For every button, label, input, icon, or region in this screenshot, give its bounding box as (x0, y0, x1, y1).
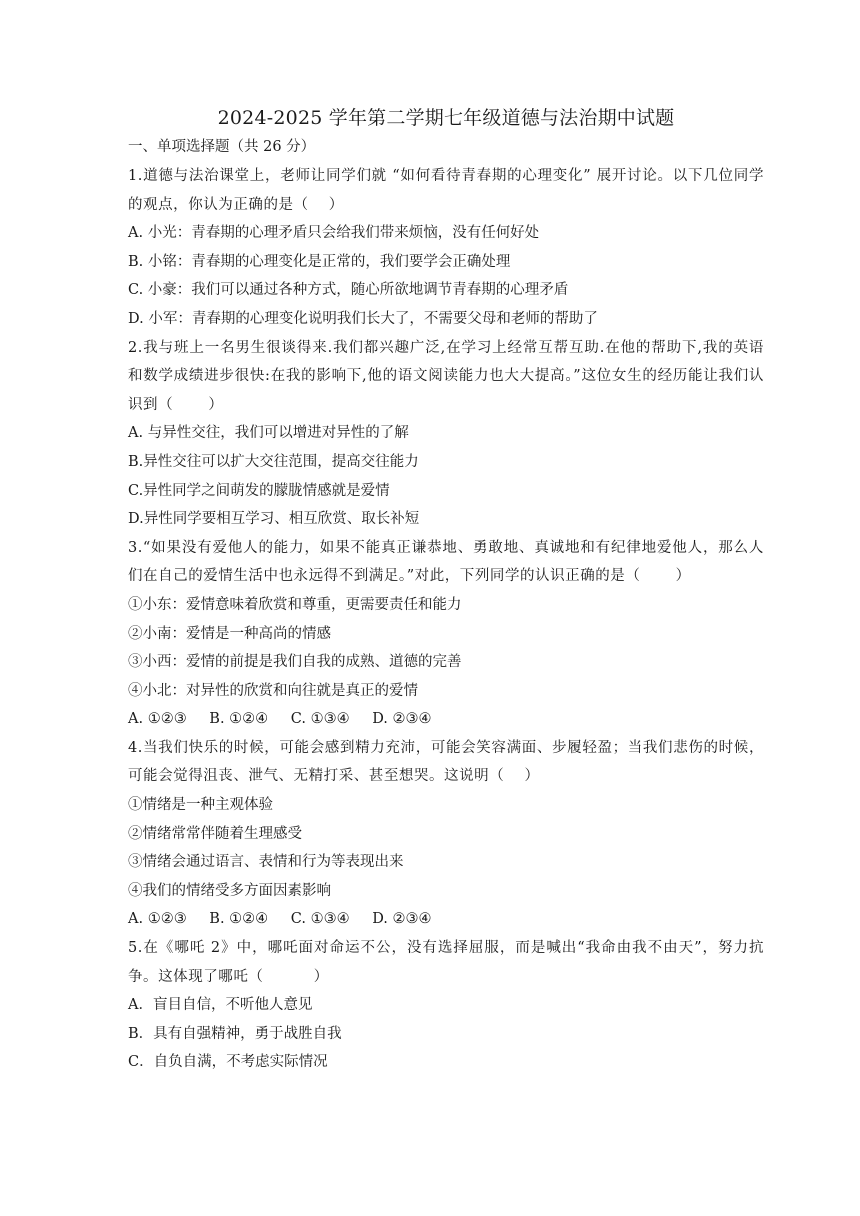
statement-1: ①小东：爱情意味着欣赏和尊重，更需要责任和能力 (128, 596, 462, 613)
option-a: A. 小光：青春期的心理矛盾只会给我们带来烦恼，没有任何好处 (128, 225, 540, 242)
statement-4: ④我们的情绪受多方面因素影响 (128, 882, 331, 899)
question-stem: 5.在《哪吒 2》中，哪吒面对命运不公，没有选择屈服，而是喊出“我命由我不由天”，努力抗争。这体现了哪吒（ ） (128, 940, 764, 985)
option-c: C. 小豪：我们可以通过各种方式，随心所欲地调节青春期的心理矛盾 (128, 282, 569, 299)
question-5 (128, 934, 764, 1077)
option-d: D. 小军：青春期的心理变化说明我们长大了，不需要父母和老师的帮助了 (128, 310, 598, 327)
option-a: A. 与异性交往，我们可以增进对异性的了解 (128, 425, 409, 442)
question-stem: 3.“如果没有爱他人的能力，如果不能真正谦恭地、勇敢地、真诚地和有纪律地爱他人，那么人们在自己的爱情生活中也永远得不到满足。”对此，下列同学的认识正确的是（ ） (128, 539, 764, 585)
choice-d: D. ②③④ (372, 911, 432, 928)
choice-d: D. ②③④ (372, 711, 432, 728)
question-2 (128, 334, 764, 534)
choice-a: A. ①②③ (128, 911, 187, 928)
question-stem: 1.道德与法治课堂上，老师让同学们就 “如何看待青春期的心理变化” 展开讨论。以下几位同学的观点，你认为正确的是（ ） (128, 168, 764, 213)
question-4 (128, 734, 764, 934)
option-b: B. 小铭：青春期的心理变化是正常的，我们要学会正确处理 (128, 253, 511, 270)
choice-row (128, 905, 764, 934)
option-c: C.异性同学之间萌发的朦胧情感就是爱情 (128, 482, 390, 499)
statement-3: ③小西：爱情的前提是我们自我的成熟、道德的完善 (128, 654, 462, 671)
statement-4: ④小北：对异性的欣赏和向往就是真正的爱情 (128, 682, 418, 699)
exam-title: 2024-2025 学年第二学期七年级道德与法治期中试题 (217, 107, 675, 129)
option-c: C．自负自满，不考虑实际情况 (128, 1054, 328, 1071)
question-stem: 4.当我们快乐的时候，可能会感到精力充沛，可能会笑容满面、步履轻盈；当我们悲伤的时候，可能会觉得沮丧、泄气、无精打采、甚至想哭。这说明（ ） (128, 739, 764, 785)
choice-c: C. ①③④ (290, 711, 350, 728)
choice-row (128, 705, 764, 734)
question-stem: 2.我与班上一名男生很谈得来.我们都兴趣广泛,在学习上经常互帮互助.在他的帮助下,我的英语和数学成绩进步很快:在我的影响下,他的语文阅读能力也大大提高。”这位女生的经历能让我们认识到（ ） (128, 339, 764, 413)
statement-1: ①情绪是一种主观体验 (128, 797, 273, 814)
question-1 (128, 162, 764, 334)
section-heading: 一、单项选择题（共 26 分） (128, 139, 316, 155)
option-b: B．具有自强精神，勇于战胜自我 (128, 1025, 342, 1042)
statement-3: ③情绪会通过语言、表情和行为等表现出来 (128, 854, 404, 871)
statement-2: ②情绪常常伴随着生理感受 (128, 825, 302, 842)
option-b: B.异性交往可以扩大交往范围，提高交往能力 (128, 453, 419, 470)
statement-2: ②小南：爱情是一种高尚的情感 (128, 625, 331, 642)
option-a: A．盲目自信，不听他人意见 (128, 997, 313, 1014)
choice-c: C. ①③④ (290, 911, 350, 928)
question-3 (128, 534, 764, 734)
choice-b: B. ①②④ (209, 711, 269, 728)
option-d: D.异性同学要相互学习、相互欣赏、取长补短 (128, 511, 420, 528)
choice-a: A. ①②③ (128, 711, 187, 728)
choice-b: B. ①②④ (209, 911, 269, 928)
